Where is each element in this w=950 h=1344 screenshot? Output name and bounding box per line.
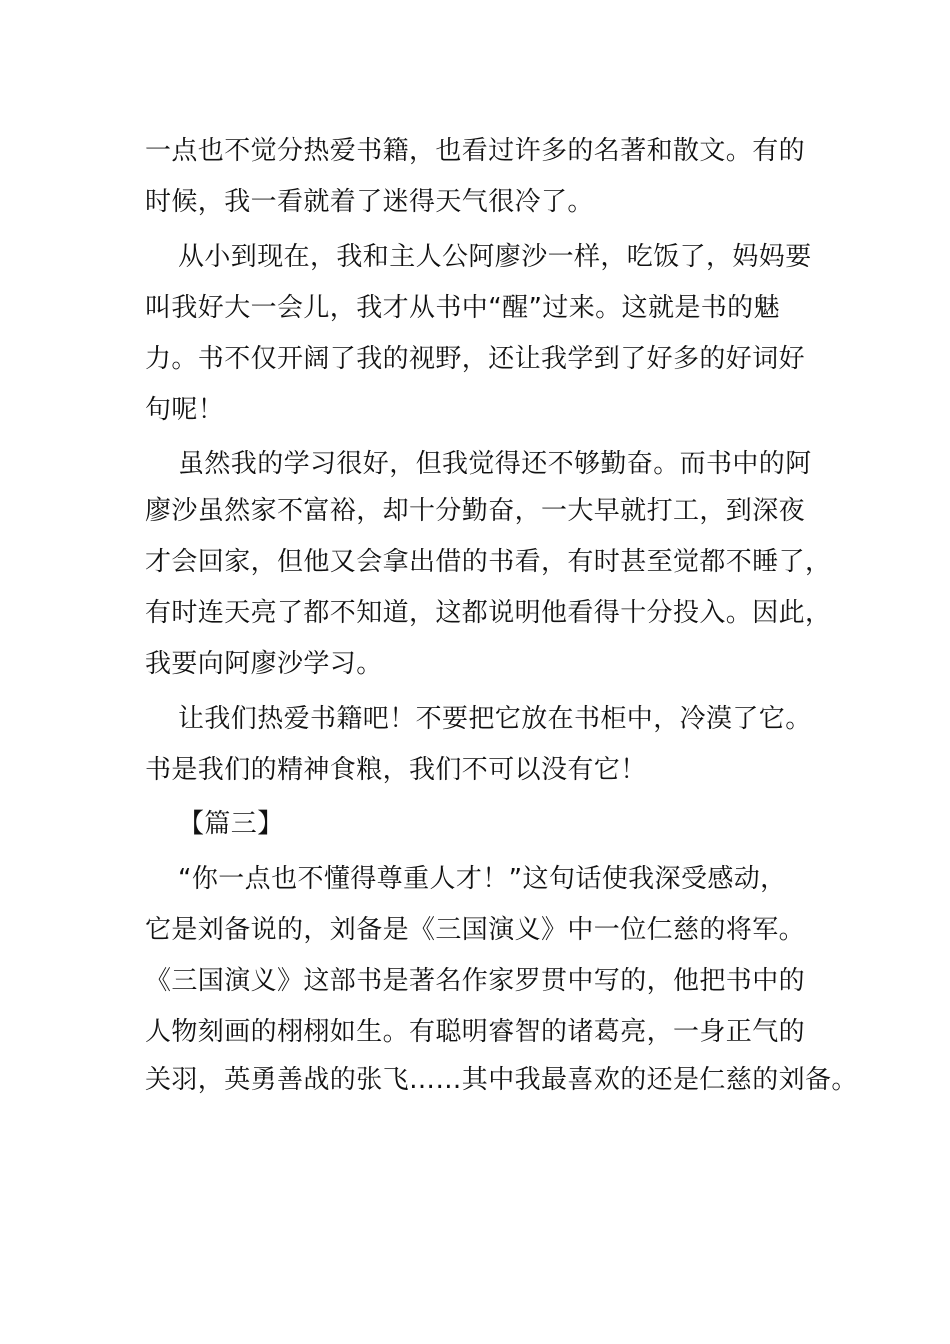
p2-line-2: 叫我好大一会儿，我才从书中“醒”过来。这就是书的魅 — [145, 293, 780, 323]
p3-line-5: 我要向阿廖沙学习。 — [145, 649, 383, 679]
p2-line-4: 句呢！ — [145, 395, 225, 425]
p3-line-1: 虽然我的学习很好，但我觉得还不够勤奋。而书中的阿 — [178, 449, 812, 479]
p4-line-2: 书是我们的精神食粮，我们不可以没有它！ — [145, 755, 647, 785]
p3-line-2: 廖沙虽然家不富裕，却十分勤奋，一大早就打工，到深夜 — [145, 496, 806, 526]
p2-line-1: 从小到现在，我和主人公阿廖沙一样，吃饭了，妈妈要 — [178, 242, 812, 272]
p3-line-3: 才会回家，但他又会拿出借的书看，有时甚至觉都不睡了， — [145, 547, 832, 577]
p1-line-1: 一点也不觉分热爱书籍，也看过许多的名著和散文。有的 — [145, 136, 806, 166]
p5-line-3: 《三国演义》这部书是著名作家罗贯中写的，他把书中的 — [145, 966, 806, 996]
p1-line-2: 时候，我一看就着了迷得天气很冷了。 — [145, 187, 594, 217]
p2-line-3: 力。书不仅开阔了我的视野，还让我学到了好多的好词好 — [145, 344, 806, 374]
p5-line-1: “你一点也不懂得尊重人才！”这句话使我深受感动， — [178, 864, 787, 894]
p5-line-5: 关羽，英勇善战的张飞……其中我最喜欢的还是仁慈的刘备。 — [145, 1065, 858, 1095]
section-heading: 【篇三】 — [178, 809, 284, 839]
p4-line-1: 让我们热爱书籍吧！不要把它放在书柜中，冷漠了它。 — [178, 704, 812, 734]
p5-line-4: 人物刻画的栩栩如生。有聪明睿智的诸葛亮，一身正气的 — [145, 1017, 806, 1047]
p3-line-4: 有时连天亮了都不知道，这都说明他看得十分投入。因此， — [145, 598, 832, 628]
p5-line-2: 它是刘备说的，刘备是《三国演义》中一位仁慈的将军。 — [145, 915, 806, 945]
